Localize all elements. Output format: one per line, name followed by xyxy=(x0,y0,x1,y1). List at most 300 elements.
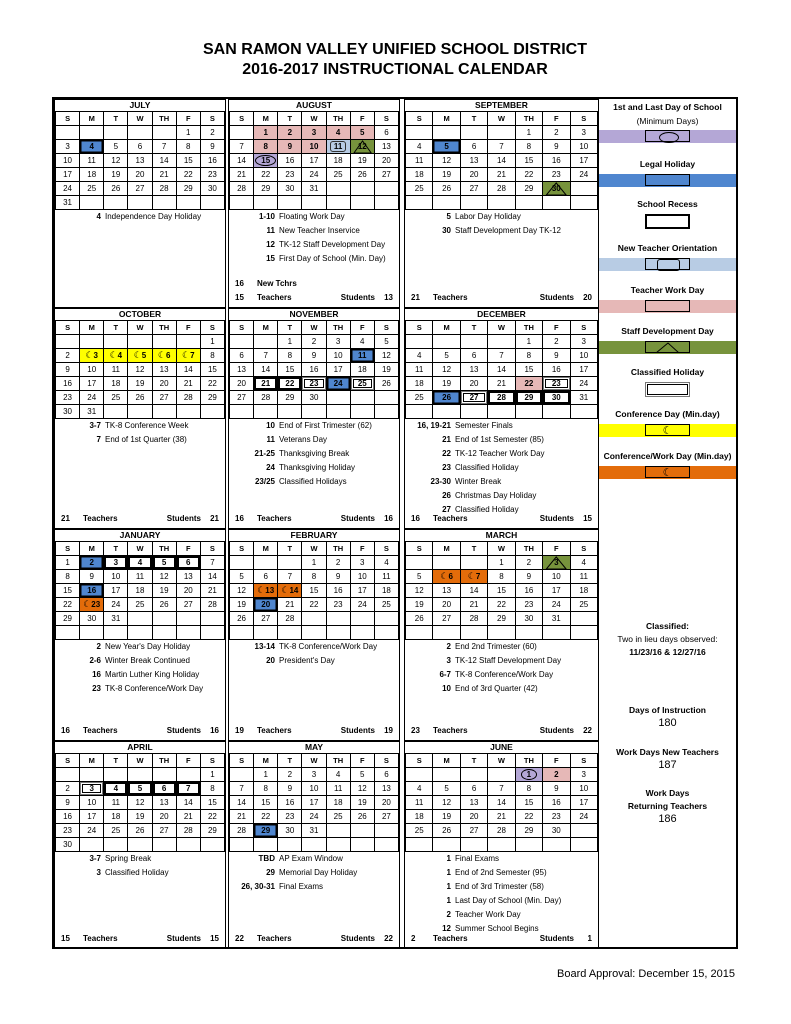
day-cell xyxy=(230,556,254,570)
week-row xyxy=(230,768,399,782)
legend-swatch-confwork xyxy=(599,466,736,479)
day-number: 26 xyxy=(414,614,424,623)
day-cell xyxy=(406,810,433,824)
day-header: S xyxy=(56,321,80,335)
students-label: Students xyxy=(166,726,201,735)
day-number: 2 xyxy=(89,558,94,567)
day-number: 18 xyxy=(414,379,424,388)
student-days: 16 xyxy=(210,726,219,735)
day-cell-teacherwork xyxy=(326,126,350,140)
day-number: 2 xyxy=(65,351,70,360)
week-row xyxy=(56,377,225,391)
teachers-label: Teachers xyxy=(433,726,468,735)
day-number: 9 xyxy=(89,572,94,581)
day-cell xyxy=(515,182,542,196)
day-header: S xyxy=(374,754,398,768)
day-cell-classified xyxy=(80,782,104,796)
day-header: S xyxy=(56,542,80,556)
day-number: 29 xyxy=(524,184,534,193)
day-header: S xyxy=(200,321,224,335)
new-teacher-count-value: 16 xyxy=(235,279,244,288)
day-cell xyxy=(56,626,80,640)
crescent-icon: ☾ xyxy=(83,599,92,609)
week-row xyxy=(406,140,598,154)
teacher-days: 19 xyxy=(235,726,244,735)
month-notes xyxy=(229,210,399,266)
month-grid xyxy=(405,320,598,419)
day-cell xyxy=(152,626,176,640)
day-cell xyxy=(488,405,515,419)
note-item xyxy=(55,433,225,447)
day-cell xyxy=(515,196,542,210)
note-text: Winter Break xyxy=(455,477,502,486)
day-number: 9 xyxy=(210,142,215,151)
day-number: 21 xyxy=(497,170,506,179)
note-text: Floating Work Day xyxy=(279,212,345,221)
month-name: JANUARY xyxy=(119,530,161,540)
day-cell xyxy=(200,810,224,824)
day-count-footer xyxy=(229,725,399,737)
day-cell xyxy=(278,796,302,810)
day-cell xyxy=(104,405,128,419)
day-cell xyxy=(278,363,302,377)
day-header: S xyxy=(200,542,224,556)
day-number: 12 xyxy=(135,365,145,374)
day-cell xyxy=(152,377,176,391)
note-date: 16 xyxy=(92,670,101,679)
day-cell xyxy=(230,838,254,852)
day-cell xyxy=(460,349,487,363)
legend-swatch-teacherwork xyxy=(599,300,736,313)
day-cell-confwork xyxy=(254,584,278,598)
day-cell xyxy=(56,140,80,154)
day-cell xyxy=(433,824,460,838)
note-text: TK-12 Staff Development Day xyxy=(279,240,386,249)
day-cell xyxy=(488,154,515,168)
day-header: T xyxy=(104,112,128,126)
day-number: 4 xyxy=(137,558,143,567)
day-cell xyxy=(152,612,176,626)
day-cell xyxy=(80,154,104,168)
day-cell xyxy=(460,626,487,640)
day-cell xyxy=(254,626,278,640)
day-cell-teacherwork xyxy=(350,126,374,140)
day-number: 15 xyxy=(207,365,217,374)
day-cell xyxy=(176,391,200,405)
day-cell xyxy=(406,377,433,391)
week-row xyxy=(406,556,598,570)
legend-box xyxy=(645,214,690,229)
day-cell xyxy=(200,196,224,210)
day-cell xyxy=(152,584,176,598)
day-cell xyxy=(515,584,542,598)
day-number: 20 xyxy=(135,170,145,179)
day-header: S xyxy=(374,112,398,126)
day-cell xyxy=(200,626,224,640)
note-item xyxy=(229,880,399,894)
week-row xyxy=(406,154,598,168)
legend-column xyxy=(599,99,736,947)
day-cell xyxy=(200,182,224,196)
day-number: 1 xyxy=(263,128,268,137)
day-header: F xyxy=(543,754,570,768)
day-number: 7 xyxy=(263,351,268,360)
day-number: 27 xyxy=(159,826,169,835)
day-cell xyxy=(104,391,128,405)
week-row xyxy=(230,349,399,363)
day-cell xyxy=(570,768,597,782)
week-row xyxy=(406,796,598,810)
legend-label: Legal Holiday xyxy=(639,159,696,169)
day-number: 19 xyxy=(135,812,145,821)
crescent-icon: ☾ xyxy=(109,350,118,360)
week-row xyxy=(230,810,399,824)
day-cell xyxy=(406,182,433,196)
note-item xyxy=(229,654,399,668)
returning-days-value: 186 xyxy=(658,813,677,825)
day-cell-teacherwork xyxy=(302,126,326,140)
day-header: F xyxy=(350,321,374,335)
day-number: 10 xyxy=(63,156,73,165)
day-cell xyxy=(152,182,176,196)
day-number: 21 xyxy=(497,379,506,388)
teachers-label: Teachers xyxy=(83,934,118,943)
day-cell xyxy=(570,126,597,140)
day-number: 9 xyxy=(335,572,341,581)
month-december xyxy=(404,308,599,529)
note-text: Labor Day Holiday xyxy=(455,212,521,221)
day-cell xyxy=(128,612,152,626)
note-item xyxy=(55,852,225,866)
day-number: 29 xyxy=(207,826,217,835)
day-number: 27 xyxy=(469,184,479,193)
day-cell xyxy=(350,168,374,182)
note-text: End of 3rd Quarter (42) xyxy=(455,684,538,693)
teacher-days: 21 xyxy=(61,514,70,523)
day-number: 7 xyxy=(210,558,215,567)
day-cell xyxy=(128,363,152,377)
note-item xyxy=(405,210,598,224)
day-cell xyxy=(326,612,350,626)
note-date: 12 xyxy=(442,924,451,933)
day-cell xyxy=(152,154,176,168)
teacher-days: 22 xyxy=(235,934,244,943)
day-header: F xyxy=(350,112,374,126)
day-number: 4 xyxy=(581,558,586,567)
day-cell-firstlast xyxy=(254,154,278,168)
week-row xyxy=(406,182,598,196)
note-date: 4 xyxy=(96,212,101,221)
crescent-icon: ☾ xyxy=(133,350,142,360)
day-cell xyxy=(80,838,104,852)
day-cell xyxy=(460,584,487,598)
day-number: 28 xyxy=(237,184,247,193)
day-cell xyxy=(488,377,515,391)
day-cell xyxy=(433,796,460,810)
day-header: S xyxy=(406,542,433,556)
day-number: 14 xyxy=(261,365,271,374)
day-cell xyxy=(200,838,224,852)
day-number: 3 xyxy=(360,558,365,567)
day-cell xyxy=(128,168,152,182)
day-number: 5 xyxy=(137,784,143,793)
week-row xyxy=(406,838,598,852)
day-cell xyxy=(200,612,224,626)
day-number: 26 xyxy=(237,614,247,623)
student-days: 15 xyxy=(210,934,219,943)
day-cell xyxy=(374,626,398,640)
week-row xyxy=(230,838,399,852)
day-number: 13 xyxy=(442,586,452,595)
classified-line1: Two in lieu days observed: xyxy=(617,634,718,644)
day-cell xyxy=(515,126,542,140)
note-date: 10 xyxy=(442,684,451,693)
day-cell xyxy=(488,196,515,210)
day-cell-teacherwork xyxy=(254,140,278,154)
month-name: SEPTEMBER xyxy=(475,100,528,110)
day-number: 10 xyxy=(111,572,121,581)
day-cell xyxy=(278,838,302,852)
day-number: 30 xyxy=(87,614,97,623)
day-number: 16 xyxy=(309,365,319,374)
note-item xyxy=(405,668,598,682)
note-item xyxy=(229,210,399,224)
day-number: 6 xyxy=(263,572,268,581)
day-cell xyxy=(278,626,302,640)
crescent-icon: ☾ xyxy=(662,467,673,479)
day-number: 3 xyxy=(581,337,586,346)
day-cell xyxy=(433,405,460,419)
day-number: 28 xyxy=(183,393,193,402)
day-number: 21 xyxy=(207,586,217,595)
students-label: Students xyxy=(166,514,201,523)
day-cell xyxy=(406,824,433,838)
day-cell xyxy=(302,363,326,377)
day-number: 20 xyxy=(469,812,479,821)
note-item xyxy=(405,894,598,908)
week-row xyxy=(230,612,399,626)
day-cell xyxy=(278,598,302,612)
day-number: 24 xyxy=(333,379,343,388)
day-cell xyxy=(128,838,152,852)
day-number: 29 xyxy=(183,184,193,193)
day-number: 6 xyxy=(384,128,389,137)
note-date: 23/25 xyxy=(254,477,275,486)
note-text: Thanksgiving Break xyxy=(279,449,350,458)
day-number: 25 xyxy=(333,812,343,821)
note-date: 6-7 xyxy=(439,670,451,679)
day-cell-legal xyxy=(80,556,104,570)
note-item xyxy=(229,461,399,475)
month-notes xyxy=(405,210,598,238)
week-row xyxy=(56,405,225,419)
day-cell xyxy=(254,363,278,377)
classified-title: Classified: xyxy=(646,621,689,631)
day-number: 26 xyxy=(135,826,145,835)
teacher-days: 15 xyxy=(61,934,70,943)
day-header: M xyxy=(433,112,460,126)
day-cell xyxy=(326,598,350,612)
day-count-footer xyxy=(405,933,598,945)
day-number: 27 xyxy=(381,812,391,821)
day-cell xyxy=(200,782,224,796)
note-text: Martin Luther King Holiday xyxy=(105,670,200,679)
day-cell xyxy=(460,598,487,612)
note-text: TK-12 Teacher Work Day xyxy=(455,449,545,458)
day-cell xyxy=(326,168,350,182)
day-cell xyxy=(152,196,176,210)
day-number: 10 xyxy=(551,572,561,581)
day-cell xyxy=(406,612,433,626)
day-cell-classified xyxy=(350,377,374,391)
day-cell xyxy=(56,810,80,824)
day-cell xyxy=(543,349,570,363)
day-number: 5 xyxy=(384,337,389,346)
day-cell-conference xyxy=(152,349,176,363)
day-number: 13 xyxy=(265,586,275,595)
day-cell xyxy=(570,598,597,612)
day-cell xyxy=(56,838,80,852)
day-number: 1 xyxy=(526,128,532,137)
day-cell xyxy=(326,584,350,598)
day-number: 10 xyxy=(579,784,589,793)
day-number: 19 xyxy=(442,379,452,388)
day-cell xyxy=(326,556,350,570)
note-date: 21-25 xyxy=(254,449,275,458)
day-number: 31 xyxy=(551,614,561,623)
day-cell xyxy=(374,154,398,168)
day-cell xyxy=(230,196,254,210)
day-cell xyxy=(302,612,326,626)
day-number: 21 xyxy=(237,170,247,179)
quarter xyxy=(54,741,599,949)
legend-label: Teacher Work Day xyxy=(630,285,705,295)
note-date: 3 xyxy=(96,868,101,877)
day-cell xyxy=(515,556,542,570)
day-cell-confwork xyxy=(460,570,487,584)
note-item xyxy=(55,682,225,696)
day-cell xyxy=(200,391,224,405)
day-number: 14 xyxy=(183,798,193,807)
day-number: 21 xyxy=(183,379,193,388)
day-cell-legal xyxy=(433,140,460,154)
day-count-footer xyxy=(405,513,598,525)
calendar-title: 2016-2017 INSTRUCTIONAL CALENDAR xyxy=(242,61,548,78)
day-cell xyxy=(80,796,104,810)
week-row xyxy=(230,154,399,168)
day-number: 23 xyxy=(207,170,217,179)
day-cell-staffdev xyxy=(543,182,570,196)
day-cell-newteacher xyxy=(326,140,350,154)
day-number: 28 xyxy=(497,184,506,193)
day-number: 18 xyxy=(111,812,121,821)
day-cell xyxy=(515,140,542,154)
month-grid xyxy=(229,541,399,640)
day-cell xyxy=(56,377,80,391)
day-cell xyxy=(433,768,460,782)
crescent-icon: ☾ xyxy=(157,350,166,360)
day-cell xyxy=(326,182,350,196)
day-cell xyxy=(176,838,200,852)
quarter xyxy=(54,529,599,741)
new-teacher-count xyxy=(229,278,399,290)
note-item xyxy=(405,419,598,433)
day-number: 31 xyxy=(111,614,121,623)
day-cell xyxy=(56,182,80,196)
month-name: FEBRUARY xyxy=(290,530,338,540)
day-cell xyxy=(406,335,433,349)
day-number: 17 xyxy=(579,798,589,807)
student-days: 19 xyxy=(384,726,393,735)
week-row xyxy=(56,335,225,349)
day-number: 2 xyxy=(554,128,559,137)
day-cell xyxy=(374,182,398,196)
day-number: 22 xyxy=(261,170,271,179)
day-number: 8 xyxy=(210,351,215,360)
week-row xyxy=(406,363,598,377)
day-cell xyxy=(326,796,350,810)
day-cell xyxy=(176,168,200,182)
day-cell xyxy=(278,405,302,419)
day-cell xyxy=(570,612,597,626)
day-cell xyxy=(176,363,200,377)
day-cell xyxy=(543,796,570,810)
day-number: 20 xyxy=(469,379,479,388)
day-header: M xyxy=(80,112,104,126)
new-teacher-days-value: 187 xyxy=(658,759,677,771)
day-number: 4 xyxy=(335,128,341,137)
day-header: T xyxy=(278,754,302,768)
day-number: 1 xyxy=(210,770,215,779)
day-cell xyxy=(128,335,152,349)
day-cell xyxy=(278,824,302,838)
day-cell xyxy=(128,140,152,154)
crescent-icon: ☾ xyxy=(662,425,673,437)
day-cell xyxy=(433,182,460,196)
day-cell xyxy=(104,796,128,810)
week-row xyxy=(56,782,225,796)
day-cell xyxy=(200,796,224,810)
day-cell xyxy=(230,626,254,640)
week-row xyxy=(56,768,225,782)
day-cell-classified xyxy=(543,377,570,391)
day-cell xyxy=(570,810,597,824)
day-cell xyxy=(230,782,254,796)
day-cell xyxy=(374,349,398,363)
student-days: 22 xyxy=(583,726,592,735)
month-july xyxy=(54,99,226,308)
day-cell xyxy=(302,570,326,584)
day-cell xyxy=(570,570,597,584)
day-number: 17 xyxy=(309,798,319,807)
day-number: 23 xyxy=(524,600,534,609)
day-cell xyxy=(350,782,374,796)
day-number: 13 xyxy=(159,798,169,807)
day-cell-classified xyxy=(302,377,326,391)
day-number: 16 xyxy=(551,156,561,165)
day-cell xyxy=(515,838,542,852)
day-cell xyxy=(406,796,433,810)
day-cell xyxy=(350,570,374,584)
week-row xyxy=(230,824,399,838)
day-header: T xyxy=(104,321,128,335)
day-number: 16 xyxy=(524,586,534,595)
day-number: 27 xyxy=(159,393,169,402)
legend-label: School Recess xyxy=(637,199,698,209)
day-number: 19 xyxy=(442,170,452,179)
day-cell xyxy=(460,405,487,419)
day-number: 29 xyxy=(63,614,73,623)
